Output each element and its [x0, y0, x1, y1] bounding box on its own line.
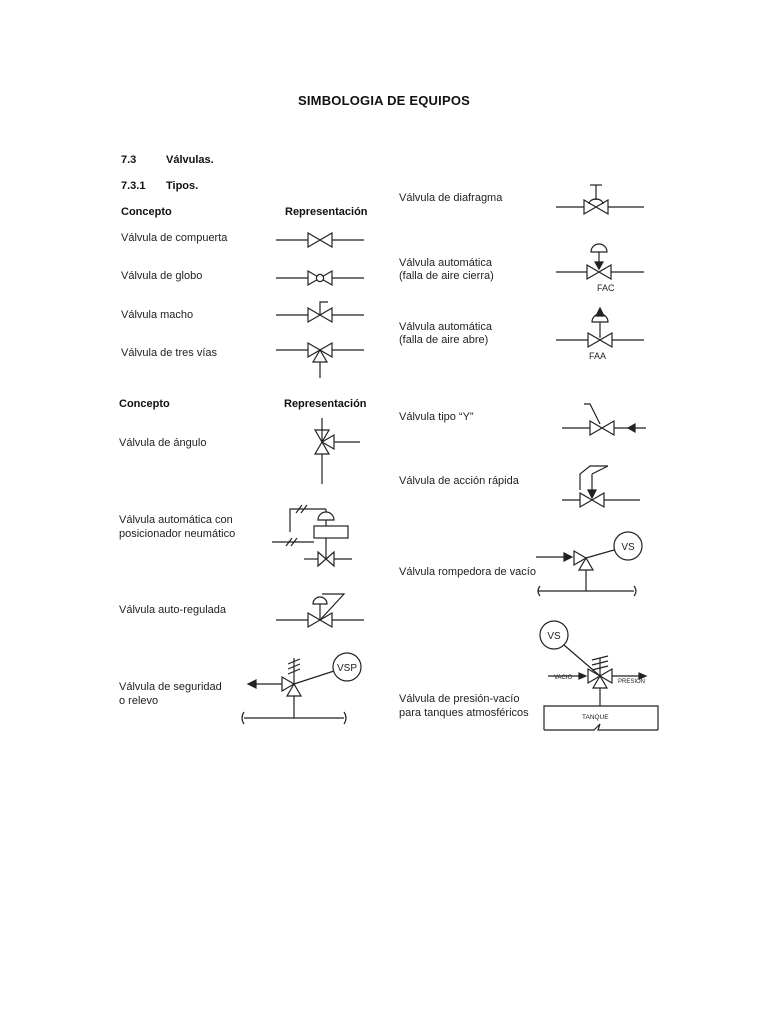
header-representation: Representación: [285, 206, 368, 218]
self-regulated-valve-symbol: [270, 588, 370, 636]
section-label: Válvulas.: [166, 154, 214, 166]
label-valvula-faa-2: (falla de aire abre): [399, 334, 489, 346]
vsp-label: VSP: [336, 663, 358, 674]
faa-label: FAA: [589, 351, 607, 361]
diaphragm-valve-symbol: [550, 180, 650, 220]
label-valvula-faa-1: Válvula automática: [399, 321, 492, 333]
pressure-vacuum-valve-symbol: [536, 618, 668, 734]
safety-valve-symbol: [238, 650, 368, 732]
label-valvula-angulo: Válvula de ángulo: [119, 437, 207, 449]
label-valvula-fac-1: Válvula automática: [399, 257, 492, 269]
header-concept: Concepto: [121, 206, 172, 218]
vacuum-breaker-valve-symbol: [530, 528, 650, 602]
three-way-valve-symbol: [270, 336, 370, 380]
label-valvula-presion-vacio-2: para tanques atmosféricos: [399, 707, 529, 719]
label-valvula-globo: Válvula de globo: [121, 270, 203, 282]
presion-label: PRESION: [618, 679, 646, 685]
fac-valve-symbol: [550, 240, 650, 296]
quick-action-valve-symbol: [556, 460, 656, 510]
label-valvula-fac-2: (falla de aire cierra): [399, 270, 494, 282]
subsection-number: 7.3.1: [121, 180, 146, 192]
fac-label: FAC: [597, 283, 615, 293]
label-valvula-compuerta: Válvula de compuerta: [121, 232, 228, 244]
label-valvula-posicionador-2: posicionador neumático: [119, 528, 236, 540]
tanque-label: TANQUE: [582, 714, 609, 721]
gate-valve-symbol: [270, 228, 370, 252]
label-valvula-posicionador-1: Válvula automática con: [119, 514, 233, 526]
plug-valve-symbol: [270, 298, 370, 328]
label-valvula-seguridad-1: Válvula de seguridad: [119, 681, 222, 693]
label-valvula-tipo-y: Válvula tipo “Y”: [399, 411, 474, 423]
page-title: SIMBOLOGIA DE EQUIPOS: [297, 93, 470, 108]
vs-label: VS: [547, 631, 561, 642]
section-number: 7.3: [121, 154, 137, 166]
label-valvula-macho: Válvula macho: [121, 309, 194, 321]
faa-valve-symbol: [550, 304, 650, 362]
header-representation: Representación: [284, 398, 367, 410]
label-valvula-tres-vias: Válvula de tres vías: [121, 347, 217, 359]
label-valvula-presion-vacio-1: Válvula de presión-vacío: [399, 693, 520, 705]
y-type-valve-symbol: [556, 398, 656, 442]
label-valvula-accion-rapida: Válvula de acción rápida: [399, 475, 519, 487]
positioner-valve-symbol: [268, 500, 368, 572]
angle-valve-symbol: [290, 414, 370, 486]
vacio-label: VACIO: [554, 675, 573, 681]
subsection-label: Tipos.: [166, 180, 199, 192]
header-concept: Concepto: [119, 398, 170, 410]
label-valvula-rompedora-vacio: Válvula rompedora de vacío: [399, 566, 536, 578]
label-valvula-auto-regulada: Válvula auto-regulada: [119, 604, 227, 616]
vs-label: VS: [621, 542, 635, 553]
label-valvula-diafragma: Válvula de diafragma: [399, 192, 503, 204]
label-valvula-seguridad-2: o relevo: [119, 695, 159, 707]
globe-valve-symbol: [270, 266, 370, 290]
